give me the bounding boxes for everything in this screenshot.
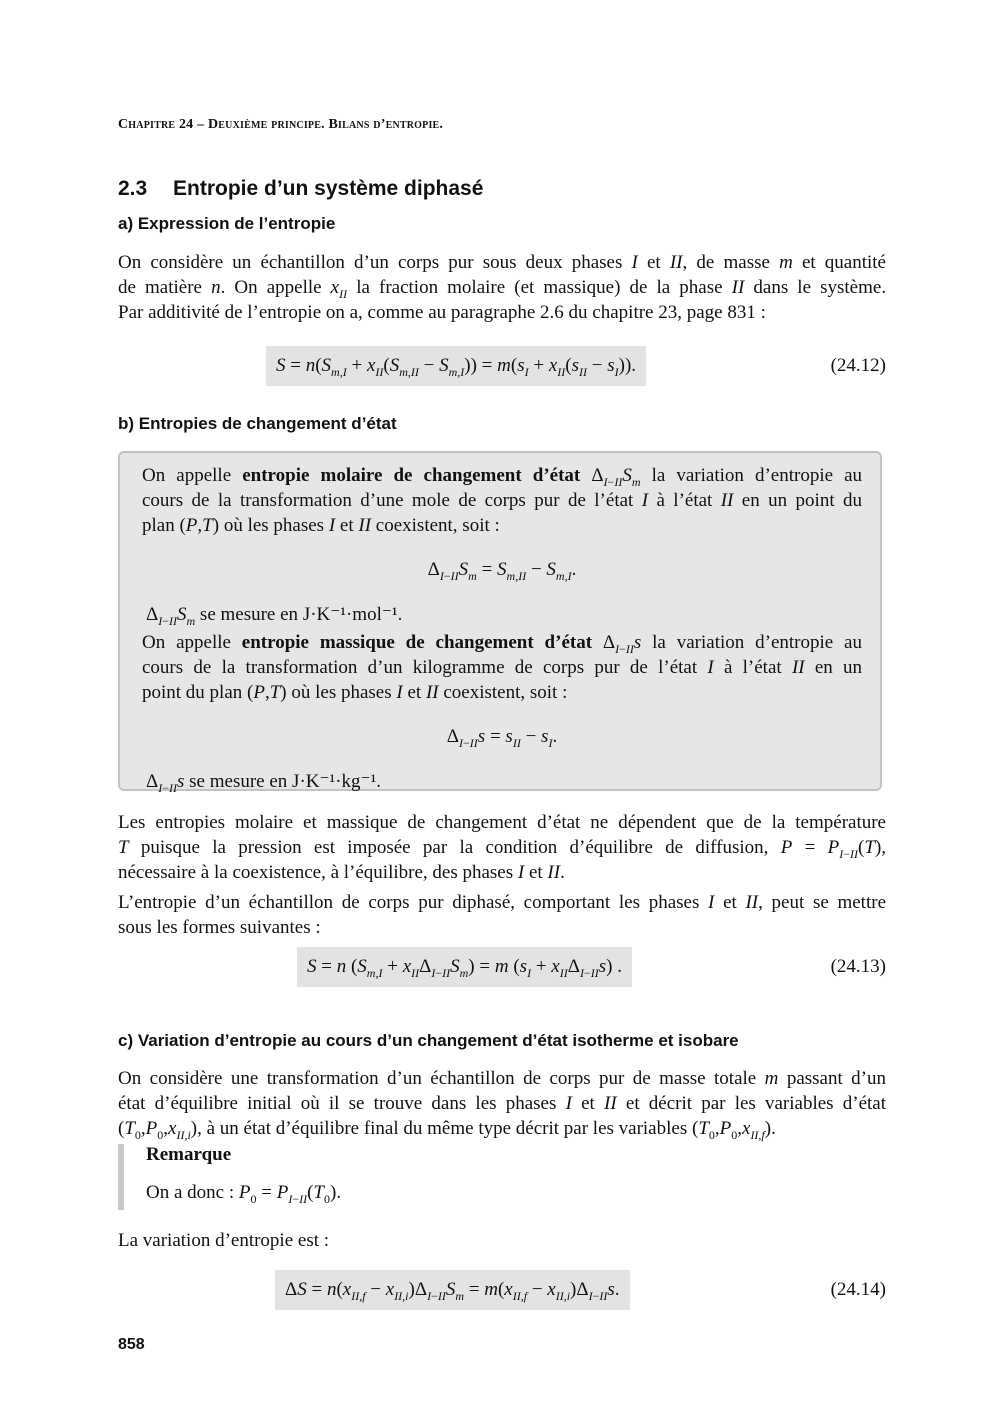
text: et [407, 682, 422, 703]
text: de matière [118, 277, 202, 298]
subsection-a-title: a) Expression de l’entropie [118, 214, 336, 233]
text: où les phases [223, 515, 325, 536]
equation-box: S = n $(S_{m,I} + x_{II}\Delta_{I-II}S_m) = m$ $(s_I + x_{II}\Delta_{I-II}s)$ . [297, 947, 632, 987]
paragraph-transformation: On considère une transformation d’un échantillon de corps pur de masse totale m passant d’un état d’équilibre initial où il se trouve dans les phases I et II et décrit par les variables d’état $(T_0,P_0,x_{II,i})$, à un état d’équilibre final du même type décrit par les variables $(T_0,P_0,x_{II,f})$. [118, 1068, 887, 1142]
paragraph-expression: On considère un échantillon d’un corps pur sous deux phases I et II, de masse m et quantité de matière n. On appelle $x_{II}$ la fraction molaire (et massique) de la phase II dans le système. Par additivité de l’entropie on a, comme au paragraphe 2.6 du chapitre 23, page 831 : [118, 252, 887, 323]
text: , peut se mettre [758, 892, 887, 913]
text: et [647, 252, 661, 273]
text: . On appelle [220, 277, 322, 298]
definition-box [118, 451, 882, 795]
section-heading: Entropie d’un système diphasé [173, 177, 484, 200]
text: On appelle [142, 465, 232, 486]
text: cours de la transformation d’une mole de corps pur de l’état [142, 490, 634, 511]
text: plan [142, 515, 175, 536]
section-title [118, 177, 483, 201]
text: L’entropie d’un échantillon de corps pur diphasé, comportant les phases [118, 892, 700, 913]
text: la variation d’entropie au [651, 465, 863, 486]
text: Par additivité de l’entropie on a, comme au paragraphe 2.6 du chapitre 23, page 831 : [118, 302, 766, 323]
remark-title: Remarque [146, 1144, 232, 1165]
paragraph-temperature: Les entropies molaire et massique de changement d’état ne dépendent que de la température T puisque la pression est imposée par la condition d’équilibre de diffusion, $P = P_{I-II}(T)$, nécessaire à la coexistence, à l’équilibre, des phases I et II. [118, 812, 887, 883]
text: Les entropies molaire et massique de changement d’état ne dépendent que de la température [118, 812, 886, 833]
text: On appelle [142, 632, 231, 653]
equation-box: $\Delta S = n(x_{II,f} - x_{II,i})\Delta_{I-II}S_m = m(x_{II,f} - x_{II,i})\Delta_{I-II}s$. [275, 1270, 630, 1310]
running-head [118, 117, 443, 133]
text: la fraction molaire (et massique) de la phase [356, 277, 723, 298]
equation-number: (24.12) [830, 355, 886, 376]
text: et décrit par les variables d’état [625, 1093, 887, 1114]
text: sous les formes suivantes : [118, 917, 321, 938]
text: puisque la pression est imposée par la condition d’équilibre de diffusion, [140, 837, 769, 858]
text: se mesure en [189, 771, 288, 792]
text: et quantité [801, 252, 886, 273]
text: et [528, 862, 543, 883]
text: On a donc : [146, 1182, 235, 1203]
equation-number: (24.13) [830, 956, 886, 977]
text: On considère un échantillon d’un corps pur sous deux phases [118, 252, 623, 273]
text: et [723, 892, 737, 913]
text: cours de la transformation d’un kilogramme de corps pur de l’état [142, 657, 698, 678]
text: la variation d’entropie au [652, 632, 862, 653]
subsection-b-title: b) Entropies de changement d’état [118, 414, 397, 433]
text: On considère une transformation d’un échantillon de corps pur de masse totale [118, 1068, 757, 1089]
term-massic: entropie massique de changement d’état [241, 632, 593, 653]
text: passant d’un [786, 1068, 887, 1089]
text: se mesure en [199, 604, 299, 625]
page-number: 858 [118, 1336, 145, 1353]
text: en un [814, 657, 863, 678]
text: état d’équilibre initial où il se trouve dans les phases [118, 1093, 557, 1114]
definition-massic: On appelle entropie massique de changement d’état $\Delta_{I-II}s$ la variation d’entropie au cours de la transformation d’un kilogramme de corps pur de l’état I à l’état II en un point du plan (P,T) où les phases I et II coexistent, soit : [142, 632, 863, 703]
paragraph-variation [118, 1228, 886, 1253]
text: où les phases [291, 682, 392, 703]
text: en un point du [741, 490, 862, 511]
equation-24-14 [118, 1270, 886, 1310]
unit-value: J·K⁻¹·mol⁻¹. [302, 604, 403, 625]
remark-text: On a donc : $P_0 = P_{I-II}(T_0)$. [146, 1182, 342, 1206]
text: nécessaire à la coexistence, à l’équilibre, des phases [118, 862, 514, 883]
definition-molar: On appelle entropie molaire de changement d’état $\Delta_{I-II}S_m$ la variation d’entropie au cours de la transformation d’une mole de corps pur de l’état I à l’état II en un point du plan (P,T) où les phases I et II coexistent, soit : [142, 465, 863, 536]
section-number: 2.3 [118, 177, 148, 200]
text: coexistent, soit : [443, 682, 568, 703]
text: et [339, 515, 354, 536]
equation-number: (24.14) [830, 1279, 886, 1300]
unit-value: J·K⁻¹·kg⁻¹. [292, 771, 382, 792]
text: coexistent, soit : [375, 515, 500, 536]
unit-molar: $\Delta_{I-II}S_m$ se mesure en J·K⁻¹·mol⁻¹. [146, 604, 403, 628]
equation-24-13 [118, 947, 886, 987]
subsection-c-title: c) Variation d’entropie au cours d’un changement d’état isotherme et isobare [118, 1031, 739, 1050]
term-molar: entropie molaire de changement d’état [242, 465, 581, 486]
text: à l’état [723, 657, 782, 678]
text: à l’état [656, 490, 713, 511]
remark-block [118, 1144, 418, 1210]
text: , de masse [682, 252, 770, 273]
equation-massic-change: $\Delta_{I-II}s = s_{II} - s_I$. [446, 726, 558, 750]
equation-24-12 [118, 346, 886, 386]
remark-bar [118, 1144, 124, 1210]
text: point du plan [142, 682, 243, 703]
text: , à un état d’équilibre final du même type décrit par les variables [197, 1118, 688, 1139]
text: La variation d’entropie est : [118, 1230, 330, 1251]
equation-box: $S = n(S_{m,I} + x_{II}(S_{m,II} - S_{m,I})) = m(s_I + x_{II}(s_{II} - s_I))$. [266, 346, 646, 386]
equation-molar-change: $\Delta_{I-II}S_m = S_{m,II} - S_{m,I}$. [427, 559, 577, 583]
chapter-header: Chapitre 24 – Deuxième principe. Bilans d’entropie. [118, 117, 444, 132]
text: et [581, 1093, 595, 1114]
unit-massic: $\Delta_{I-II}s$ se mesure en J·K⁻¹·kg⁻¹. [146, 771, 382, 795]
paragraph-forms: L’entropie d’un échantillon de corps pur diphasé, comportant les phases I et II, peut se mettre sous les formes suivantes : [118, 892, 887, 938]
text: dans le système. [753, 277, 887, 298]
